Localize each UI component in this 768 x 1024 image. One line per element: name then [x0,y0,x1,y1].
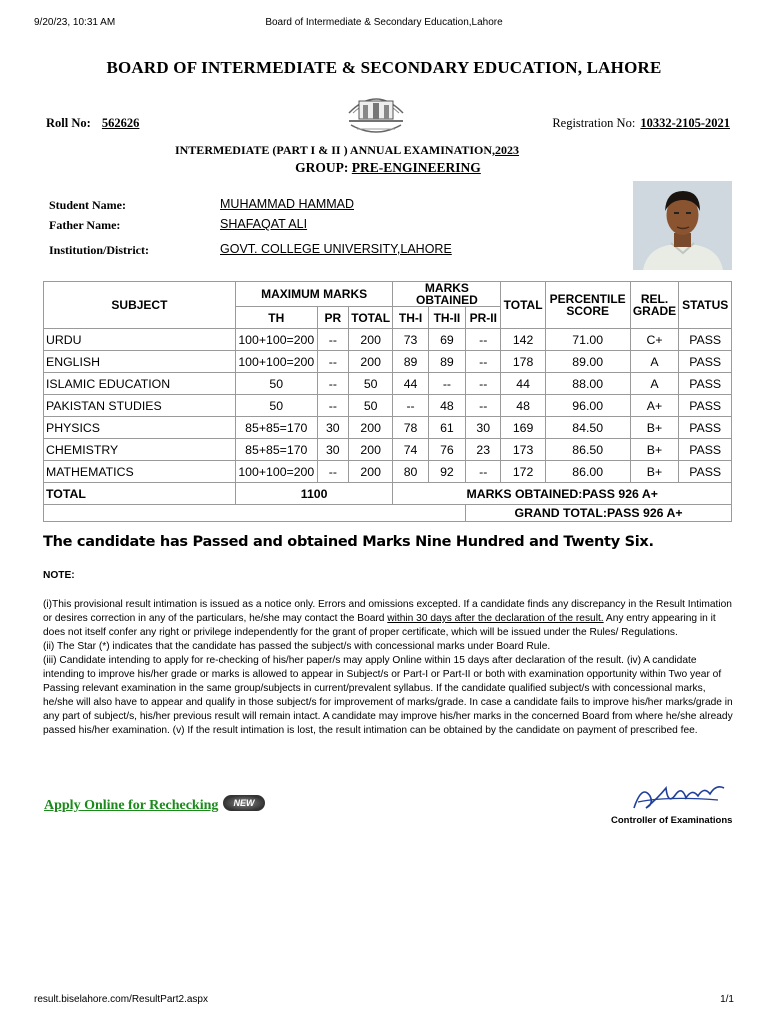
cell-subject: PAKISTAN STUDIES [44,395,236,417]
cell-th2: 76 [428,439,465,461]
cell-pr: 30 [317,439,348,461]
cell-max-total: 200 [348,329,392,351]
cell-th1: -- [393,395,428,417]
cell-total: 169 [501,417,545,439]
cell-grade: A [630,351,679,373]
note-item-3: (iii) Candidate intending to apply for re-checking of his/her paper/s may apply Online within 15 days after declaration of the result. (iv) A candidate intending to improve his/her grade or marks is allowed to appear in Subject/s or Part-I or Part-II or both with examination opportunity within Two year of Passing relevant examination in the same group/subjects in current/prevalent syllabus. If the candidate qualified subject/s with concessional marks, he/she will also have to appear and qualify in those subject/s for improvement of marks/grade. In case a candidate fails to improve his/her marks/grade in any part of subject/s, his/her previous result will remain intact. A candidate may improve his/her marks in the concerned Board from where he/she already passed his/her examination. (v) If the result intimation is lost, the result intimation can be obtained by the candidate on payment of prescribed fee. [43,655,733,736]
grand-total-spacer [44,505,466,522]
institution: GOVT. COLLEGE UNIVERSITY,LAHORE [220,242,452,256]
cell-subject: URDU [44,329,236,351]
cell-status: PASS [679,329,732,351]
cell-max-total: 200 [348,439,392,461]
cell-th2: 89 [428,351,465,373]
new-badge: NEW [223,795,265,811]
roll-number [46,116,139,131]
cell-grade: B+ [630,439,679,461]
cell-pr: -- [317,395,348,417]
header-percentile: PERCENTILE SCORE [545,282,630,329]
registration-value: 10332-2105-2021 [640,116,730,130]
cell-max-total: 200 [348,417,392,439]
father-name: SHAFAQAT ALI [220,217,308,231]
cell-total: 172 [501,461,545,483]
roll-label: Roll No: [46,116,91,130]
exam-title [0,143,694,158]
cell-max-total: 50 [348,373,392,395]
registration-number [552,116,730,131]
cell-pr: 30 [317,417,348,439]
grand-total: GRAND TOTAL:PASS 926 A+ [466,505,732,522]
group [0,160,768,176]
header-pr2: PR-II [466,307,501,329]
cell-pr: -- [317,351,348,373]
cell-th1: 73 [393,329,428,351]
total-label: TOTAL [44,483,236,505]
header-th2: TH-II [428,307,465,329]
cell-total: 142 [501,329,545,351]
registration-label: Registration No: [552,116,636,130]
cell-th1: 74 [393,439,428,461]
total-max: 1100 [235,483,393,505]
table-row [44,395,732,417]
result-statement: The candidate has Passed and obtained Marks Nine Hundred and Twenty Six. [43,534,654,550]
cell-status: PASS [679,439,732,461]
cell-pr: -- [317,461,348,483]
header-rel-grade: REL. GRADE [630,282,679,329]
student-name-label: Student Name: [49,198,126,212]
cell-percentile: 86.50 [545,439,630,461]
cell-pr: -- [317,373,348,395]
cell-subject: CHEMISTRY [44,439,236,461]
cell-pr2: -- [466,329,501,351]
footer-url: result.biselahore.com/ResultPart2.aspx [34,994,208,1005]
cell-grade: A [630,373,679,395]
cell-th1: 44 [393,373,428,395]
cell-max-total: 50 [348,395,392,417]
apply-recheck-link[interactable]: Apply Online for Rechecking [44,798,219,813]
cell-percentile: 86.00 [545,461,630,483]
header-subject: SUBJECT [44,282,236,329]
controller-signature [628,778,732,814]
cell-percentile: 96.00 [545,395,630,417]
table-row [44,373,732,395]
cell-pr2: 30 [466,417,501,439]
exam-year: 2023 [495,143,520,157]
cell-th2: 92 [428,461,465,483]
cell-subject: PHYSICS [44,417,236,439]
cell-pr2: -- [466,351,501,373]
cell-total: 48 [501,395,545,417]
cell-pr2: -- [466,395,501,417]
board-title: BOARD OF INTERMEDIATE & SECONDARY EDUCATION, LAHORE [106,58,662,77]
group-label: GROUP: [295,160,349,175]
cell-pr2: 23 [466,439,501,461]
cell-th: 100+100=200 [235,461,317,483]
cell-grade: A+ [630,395,679,417]
cell-th1: 80 [393,461,428,483]
cell-status: PASS [679,395,732,417]
cell-subject: MATHEMATICS [44,461,236,483]
table-row [44,351,732,373]
cell-percentile: 71.00 [545,329,630,351]
header-pr: PR [317,307,348,329]
cell-status: PASS [679,461,732,483]
note-item-2: (ii) The Star (*) indicates that the candidate has passed the subject/s with concessional marks under Board Rule. [43,641,551,652]
cell-pr2: -- [466,461,501,483]
group-value: PRE-ENGINEERING [351,160,481,175]
note-item-1-rest: Any entry appearing in it does not itself confer any right or privilege independently for the grant of proper certificate, which will be issued under the Rules/ Regulations. [43,613,716,638]
cell-total: 44 [501,373,545,395]
cell-max-total: 200 [348,461,392,483]
student-name: MUHAMMAD HAMMAD [220,197,355,211]
header-th1: TH-I [393,307,428,329]
note-label: NOTE: [43,570,75,581]
cell-subject: ENGLISH [44,351,236,373]
footer-page: 1/1 [720,994,734,1005]
cell-th: 50 [235,395,317,417]
header-status: STATUS [679,282,732,329]
cell-total: 178 [501,351,545,373]
cell-th1: 78 [393,417,428,439]
cell-th: 50 [235,373,317,395]
father-name-label: Father Name: [49,218,121,232]
cell-th2: 61 [428,417,465,439]
cell-th2: 48 [428,395,465,417]
student-photo [633,181,732,270]
header-th: TH [235,307,317,329]
print-datetime: 9/20/23, 10:31 AM [34,17,116,28]
cell-status: PASS [679,417,732,439]
institution-label: Institution/District: [49,243,149,257]
cell-th2: 69 [428,329,465,351]
cell-grade: B+ [630,417,679,439]
header-max-marks: MAXIMUM MARKS [235,282,393,307]
note-item-1-text: (i)This provisional result intimation is issued as a notice only. Errors and omissions excepted. If a candidate finds any discrepancy in the Result Intimation or desires correction in any of the particulars, he/she may contact the Board [43,599,732,624]
cell-grade: B+ [630,461,679,483]
note-item-1-underlined: within 30 days after the declaration of the result. [387,613,604,624]
roll-value: 562626 [101,116,140,130]
cell-th: 100+100=200 [235,351,317,373]
note-body [43,598,733,738]
cell-pr: -- [317,329,348,351]
table-row [44,417,732,439]
cell-th1: 89 [393,351,428,373]
cell-pr2: -- [466,373,501,395]
cell-max-total: 200 [348,351,392,373]
cell-percentile: 89.00 [545,351,630,373]
controller-label: Controller of Examinations [611,815,733,826]
cell-percentile: 84.50 [545,417,630,439]
table-row [44,439,732,461]
cell-total: 173 [501,439,545,461]
cell-percentile: 88.00 [545,373,630,395]
table-row [44,461,732,483]
cell-th: 85+85=170 [235,439,317,461]
marks-table [43,281,732,522]
header-sub-total: TOTAL [348,307,392,329]
header-marks-obtained: MARKS OBTAINED [393,282,501,307]
table-row [44,329,732,351]
exam-title-prefix: INTERMEDIATE (PART I & II ) ANNUAL EXAMINATION, [174,143,496,157]
header-total: TOTAL [501,282,545,329]
note-item-1 [43,598,733,640]
cell-subject: ISLAMIC EDUCATION [44,373,236,395]
cell-th: 85+85=170 [235,417,317,439]
cell-grade: C+ [630,329,679,351]
cell-th2: -- [428,373,465,395]
marks-obtained-summary: MARKS OBTAINED:PASS 926 A+ [393,483,732,505]
print-page-title: Board of Intermediate & Secondary Education,Lahore [265,17,503,28]
board-logo [345,83,407,139]
cell-status: PASS [679,373,732,395]
cell-status: PASS [679,351,732,373]
cell-th: 100+100=200 [235,329,317,351]
